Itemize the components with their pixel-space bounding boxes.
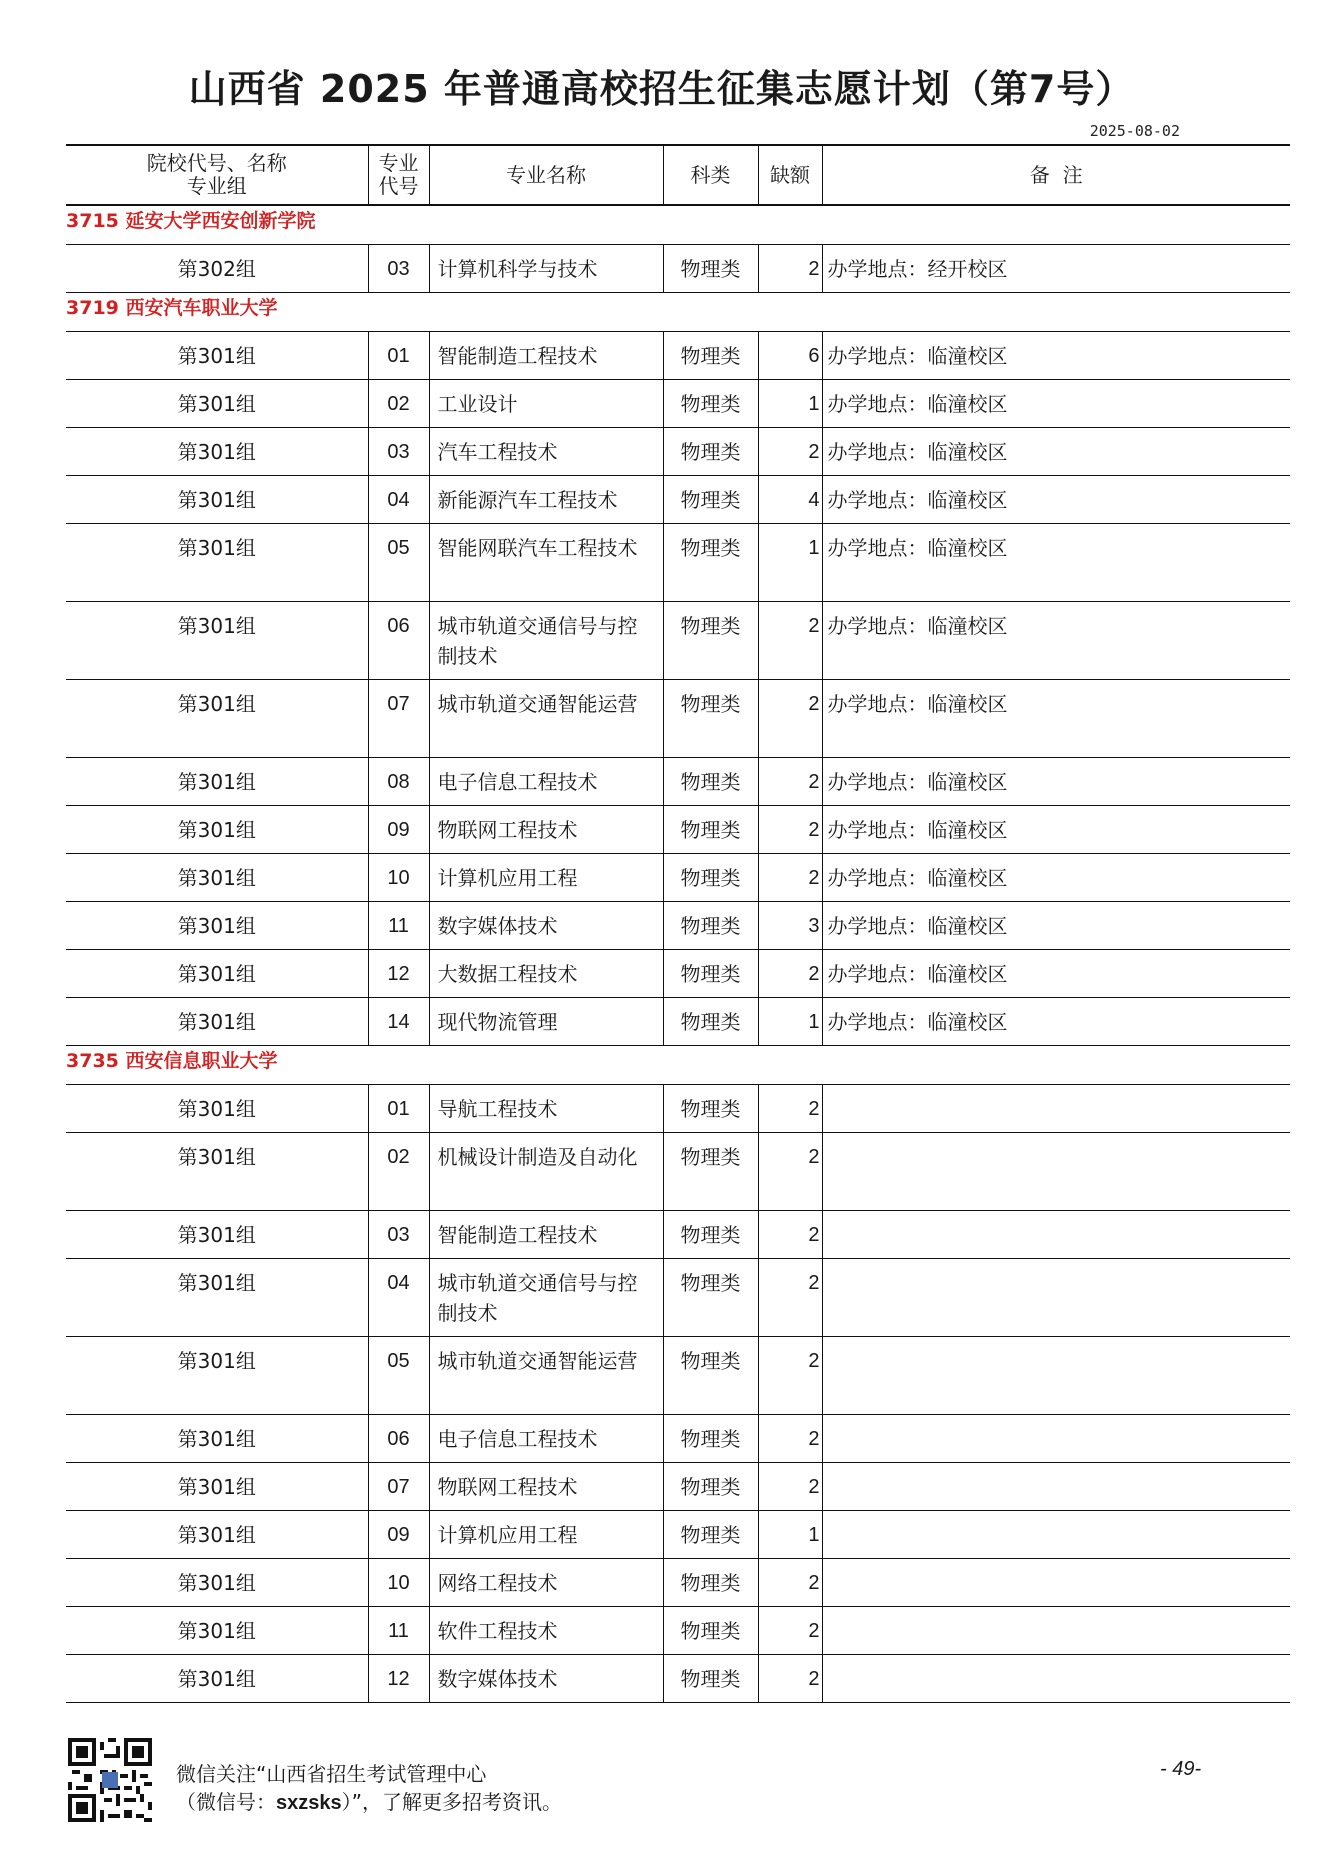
table-row — [66, 854, 1290, 902]
cell-major-code: 09 — [368, 1511, 429, 1559]
cell-major-code: 07 — [368, 1463, 429, 1511]
cell-note — [822, 1211, 1290, 1259]
cell-note: 办学地点：临潼校区 — [822, 806, 1290, 854]
cell-category: 物理类 — [663, 1211, 758, 1259]
cell-category: 物理类 — [663, 524, 758, 602]
cell-note: 办学地点：临潼校区 — [822, 602, 1290, 680]
cell-major-code: 03 — [368, 245, 429, 293]
cell-category: 物理类 — [663, 806, 758, 854]
cell-quota: 2 — [758, 1415, 822, 1463]
cell-note — [822, 1415, 1290, 1463]
cell-note — [822, 1337, 1290, 1415]
table-row — [66, 1415, 1290, 1463]
cell-group: 第301组 — [66, 1211, 368, 1259]
cell-category: 物理类 — [663, 476, 758, 524]
cell-group: 第301组 — [66, 1259, 368, 1337]
cell-group: 第301组 — [66, 854, 368, 902]
cell-category: 物理类 — [663, 380, 758, 428]
footer-wechat-line2 — [176, 1786, 562, 1815]
cell-category: 物理类 — [663, 950, 758, 998]
cell-category: 物理类 — [663, 1463, 758, 1511]
cell-group: 第301组 — [66, 1085, 368, 1133]
cell-group: 第301组 — [66, 806, 368, 854]
cell-quota: 2 — [758, 1463, 822, 1511]
table-row — [66, 902, 1290, 950]
cell-note: 办学地点：临潼校区 — [822, 380, 1290, 428]
cell-major-code: 05 — [368, 1337, 429, 1415]
table-row — [66, 758, 1290, 806]
cell-major-code: 03 — [368, 428, 429, 476]
cell-note: 办学地点：临潼校区 — [822, 854, 1290, 902]
cell-major-name: 城市轨道交通智能运营 — [429, 1337, 663, 1415]
header-quota: 缺额 — [758, 145, 822, 205]
cell-quota: 2 — [758, 950, 822, 998]
school-header-row — [66, 1046, 1290, 1085]
cell-note: 办学地点：临潼校区 — [822, 332, 1290, 380]
table-row — [66, 1211, 1290, 1259]
table-row — [66, 1259, 1290, 1337]
cell-quota: 2 — [758, 428, 822, 476]
cell-note — [822, 1463, 1290, 1511]
table-row — [66, 680, 1290, 758]
cell-group: 第301组 — [66, 902, 368, 950]
cell-quota: 2 — [758, 1607, 822, 1655]
cell-major-name: 现代物流管理 — [429, 998, 663, 1046]
header-group — [66, 145, 368, 205]
cell-major-code: 14 — [368, 998, 429, 1046]
cell-major-code: 01 — [368, 1085, 429, 1133]
cell-major-code: 01 — [368, 332, 429, 380]
header-code — [368, 145, 429, 205]
cell-major-name: 城市轨道交通信号与控制技术 — [429, 1259, 663, 1337]
cell-note — [822, 1511, 1290, 1559]
cell-group: 第301组 — [66, 1415, 368, 1463]
table-row — [66, 1607, 1290, 1655]
qr-code-icon — [68, 1738, 152, 1822]
cell-quota: 1 — [758, 1511, 822, 1559]
table-row — [66, 950, 1290, 998]
cell-major-name: 计算机科学与技术 — [429, 245, 663, 293]
cell-note — [822, 1133, 1290, 1211]
footer-line2-suffix: ）”，了解更多招考资讯。 — [341, 1790, 562, 1814]
cell-quota: 2 — [758, 680, 822, 758]
table-row — [66, 524, 1290, 602]
cell-major-code: 12 — [368, 950, 429, 998]
table-row — [66, 332, 1290, 380]
cell-major-code: 04 — [368, 1259, 429, 1337]
cell-note: 办学地点：临潼校区 — [822, 428, 1290, 476]
header-code-line2: 代号 — [378, 174, 419, 198]
table-row — [66, 602, 1290, 680]
cell-category: 物理类 — [663, 1085, 758, 1133]
cell-note: 办学地点：临潼校区 — [822, 524, 1290, 602]
publish-date: 2025-08-02 — [1089, 122, 1180, 140]
footer-wechat-id: sxzsks — [276, 1792, 342, 1814]
cell-note: 办学地点：临潼校区 — [822, 758, 1290, 806]
cell-category: 物理类 — [663, 1559, 758, 1607]
school-header-row — [66, 293, 1290, 332]
cell-major-code: 06 — [368, 1415, 429, 1463]
cell-quota: 2 — [758, 1085, 822, 1133]
header-name: 专业名称 — [429, 145, 663, 205]
table-row — [66, 245, 1290, 293]
cell-major-name: 新能源汽车工程技术 — [429, 476, 663, 524]
cell-major-code: 04 — [368, 476, 429, 524]
cell-category: 物理类 — [663, 245, 758, 293]
cell-note: 办学地点：临潼校区 — [822, 680, 1290, 758]
table-row — [66, 1511, 1290, 1559]
cell-note: 办学地点：临潼校区 — [822, 476, 1290, 524]
cell-group: 第301组 — [66, 428, 368, 476]
cell-group: 第301组 — [66, 380, 368, 428]
page-title: 山西省 2025 年普通高校招生征集志愿计划（第7号） — [188, 67, 1135, 111]
cell-quota: 3 — [758, 902, 822, 950]
cell-category: 物理类 — [663, 758, 758, 806]
cell-major-code: 12 — [368, 1655, 429, 1703]
cell-major-name: 软件工程技术 — [429, 1607, 663, 1655]
cell-quota: 1 — [758, 524, 822, 602]
cell-category: 物理类 — [663, 854, 758, 902]
cell-group: 第301组 — [66, 524, 368, 602]
cell-major-name: 智能制造工程技术 — [429, 332, 663, 380]
cell-category: 物理类 — [663, 1415, 758, 1463]
cell-category: 物理类 — [663, 902, 758, 950]
table-row — [66, 1463, 1290, 1511]
table-body — [66, 205, 1290, 1703]
cell-note — [822, 1085, 1290, 1133]
cell-major-name: 物联网工程技术 — [429, 806, 663, 854]
header-group-line1: 院校代号、名称 — [146, 151, 287, 175]
cell-quota: 2 — [758, 1559, 822, 1607]
cell-major-name: 大数据工程技术 — [429, 950, 663, 998]
school-title: 3715 延安大学西安创新学院 — [66, 205, 1290, 245]
cell-major-name: 智能制造工程技术 — [429, 1211, 663, 1259]
table-row — [66, 806, 1290, 854]
cell-quota: 2 — [758, 854, 822, 902]
school-title: 3719 西安汽车职业大学 — [66, 293, 1290, 332]
cell-major-name: 城市轨道交通信号与控制技术 — [429, 602, 663, 680]
cell-quota: 2 — [758, 245, 822, 293]
cell-category: 物理类 — [663, 680, 758, 758]
page-footer — [0, 1730, 1323, 1830]
school-header-row — [66, 205, 1290, 245]
table-row — [66, 1337, 1290, 1415]
cell-category: 物理类 — [663, 428, 758, 476]
cell-quota: 1 — [758, 998, 822, 1046]
cell-major-name: 物联网工程技术 — [429, 1463, 663, 1511]
cell-note: 办学地点：临潼校区 — [822, 950, 1290, 998]
table-row — [66, 380, 1290, 428]
cell-group: 第301组 — [66, 332, 368, 380]
cell-category: 物理类 — [663, 1607, 758, 1655]
cell-category: 物理类 — [663, 1259, 758, 1337]
cell-major-code: 03 — [368, 1211, 429, 1259]
cell-major-name: 工业设计 — [429, 380, 663, 428]
cell-major-name: 数字媒体技术 — [429, 1655, 663, 1703]
header-category: 科类 — [663, 145, 758, 205]
cell-group: 第301组 — [66, 1559, 368, 1607]
table-row — [66, 476, 1290, 524]
cell-major-name: 城市轨道交通智能运营 — [429, 680, 663, 758]
header-group-line2: 专业组 — [186, 174, 247, 198]
cell-group: 第301组 — [66, 950, 368, 998]
header-note: 备 注 — [822, 145, 1290, 205]
cell-note — [822, 1259, 1290, 1337]
cell-quota: 2 — [758, 1259, 822, 1337]
cell-quota: 2 — [758, 758, 822, 806]
cell-major-code: 07 — [368, 680, 429, 758]
cell-major-code: 08 — [368, 758, 429, 806]
cell-note: 办学地点：临潼校区 — [822, 902, 1290, 950]
cell-category: 物理类 — [663, 1337, 758, 1415]
cell-quota: 2 — [758, 1211, 822, 1259]
table-row — [66, 998, 1290, 1046]
cell-note — [822, 1655, 1290, 1703]
cell-group: 第301组 — [66, 1607, 368, 1655]
cell-major-name: 数字媒体技术 — [429, 902, 663, 950]
footer-wechat-line1: 微信关注“山西省招生考试管理中心 — [176, 1762, 487, 1786]
table-row — [66, 1559, 1290, 1607]
cell-category: 物理类 — [663, 1511, 758, 1559]
cell-major-code: 02 — [368, 380, 429, 428]
cell-quota: 2 — [758, 1133, 822, 1211]
cell-quota: 2 — [758, 1337, 822, 1415]
cell-quota: 2 — [758, 1655, 822, 1703]
cell-group: 第301组 — [66, 602, 368, 680]
cell-note: 办学地点：临潼校区 — [822, 998, 1290, 1046]
cell-quota: 2 — [758, 806, 822, 854]
cell-group: 第301组 — [66, 1337, 368, 1415]
cell-major-code: 09 — [368, 806, 429, 854]
cell-major-name: 计算机应用工程 — [429, 854, 663, 902]
footer-line2-prefix: （微信号： — [176, 1790, 276, 1814]
cell-quota: 4 — [758, 476, 822, 524]
cell-group: 第301组 — [66, 1655, 368, 1703]
cell-major-code: 10 — [368, 1559, 429, 1607]
cell-major-name: 机械设计制造及自动化 — [429, 1133, 663, 1211]
cell-major-name: 计算机应用工程 — [429, 1511, 663, 1559]
table-row — [66, 428, 1290, 476]
cell-major-code: 11 — [368, 1607, 429, 1655]
cell-group: 第301组 — [66, 1511, 368, 1559]
header-code-line1: 专业 — [378, 151, 419, 175]
cell-quota: 6 — [758, 332, 822, 380]
cell-group: 第301组 — [66, 998, 368, 1046]
cell-note: 办学地点：经开校区 — [822, 245, 1290, 293]
cell-major-code: 11 — [368, 902, 429, 950]
cell-quota: 2 — [758, 602, 822, 680]
table-row — [66, 1655, 1290, 1703]
cell-category: 物理类 — [663, 1133, 758, 1211]
table-header-row — [66, 145, 1290, 205]
cell-group: 第301组 — [66, 1133, 368, 1211]
cell-major-name: 智能网联汽车工程技术 — [429, 524, 663, 602]
cell-major-name: 汽车工程技术 — [429, 428, 663, 476]
table-row — [66, 1085, 1290, 1133]
enrollment-plan-table — [66, 144, 1290, 1703]
cell-major-code: 05 — [368, 524, 429, 602]
cell-note — [822, 1607, 1290, 1655]
cell-group: 第302组 — [66, 245, 368, 293]
cell-major-name: 电子信息工程技术 — [429, 758, 663, 806]
cell-group: 第301组 — [66, 476, 368, 524]
cell-major-name: 电子信息工程技术 — [429, 1415, 663, 1463]
cell-group: 第301组 — [66, 680, 368, 758]
cell-group: 第301组 — [66, 1463, 368, 1511]
cell-major-name: 导航工程技术 — [429, 1085, 663, 1133]
cell-major-name: 网络工程技术 — [429, 1559, 663, 1607]
cell-category: 物理类 — [663, 1655, 758, 1703]
cell-group: 第301组 — [66, 758, 368, 806]
cell-note — [822, 1559, 1290, 1607]
cell-major-code: 10 — [368, 854, 429, 902]
cell-major-code: 06 — [368, 602, 429, 680]
page-number: - 49- — [1160, 1758, 1202, 1780]
cell-category: 物理类 — [663, 998, 758, 1046]
cell-major-code: 02 — [368, 1133, 429, 1211]
cell-category: 物理类 — [663, 332, 758, 380]
cell-quota: 1 — [758, 380, 822, 428]
cell-category: 物理类 — [663, 602, 758, 680]
table-row — [66, 1133, 1290, 1211]
school-title: 3735 西安信息职业大学 — [66, 1046, 1290, 1085]
